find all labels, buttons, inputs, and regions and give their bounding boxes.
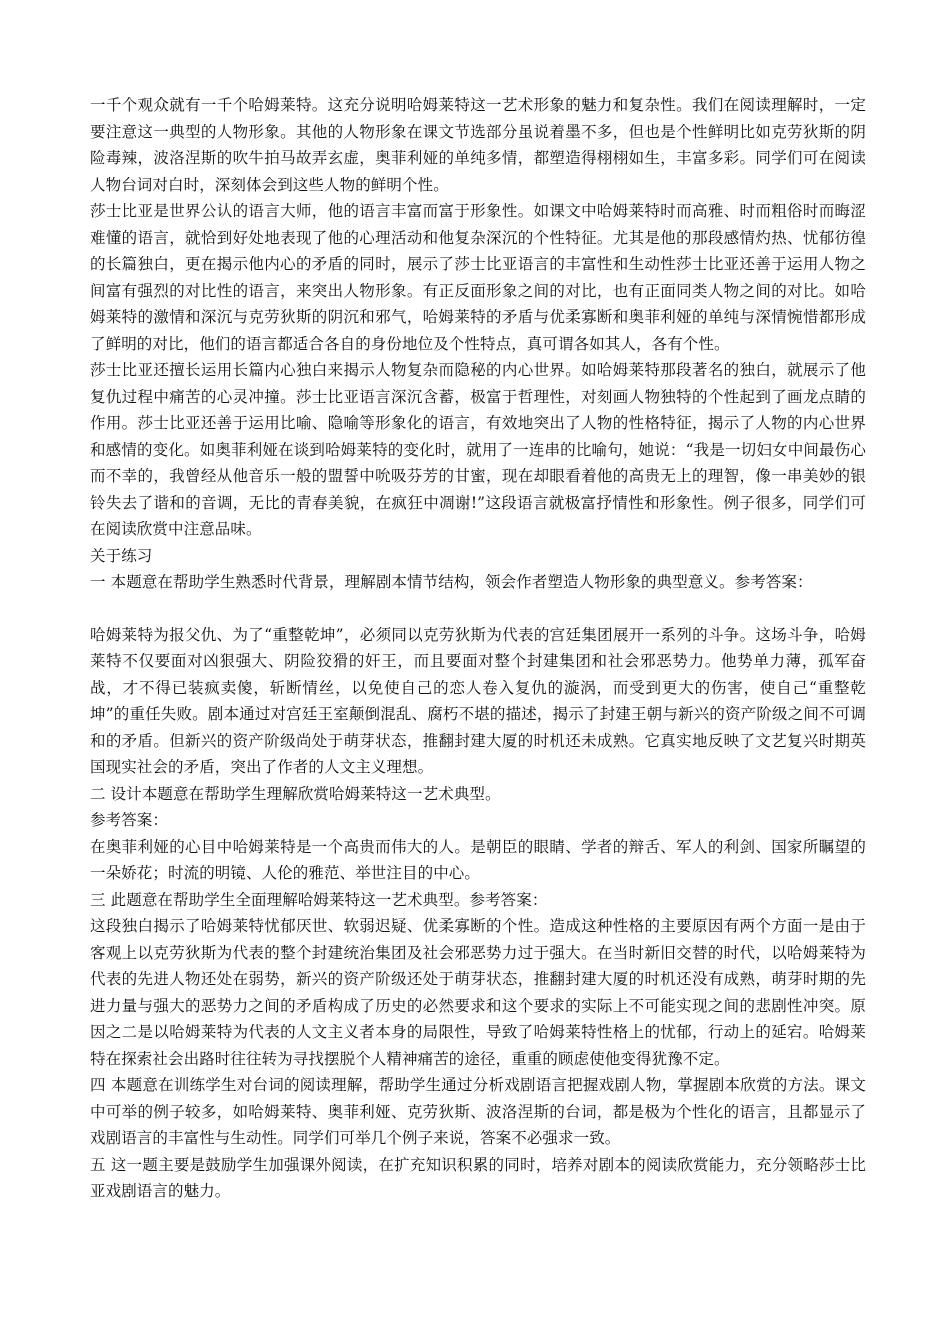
- exercise-2-prompt: 二 设计本题意在帮助学生理解欣赏哈姆莱特这一艺术典型。: [90, 784, 501, 803]
- document-page: [90, 92, 866, 1205]
- exercise-1-prompt: 一 本题意在帮助学生熟悉时代背景，理解剧本情节结构，领会作者塑造人物形象的典型意义。参考答案：: [90, 573, 813, 591]
- exercise-3-prompt: 三 此题意在帮助学生全面理解哈姆莱特这一艺术典型。参考答案：: [90, 890, 548, 909]
- exercise-5: 五 这一题主要是鼓励学生加强课外阅读，在扩充知识积累的同时，培养对剧本的阅读欣赏能力，充分领略莎士比亚戏剧语言的魅力。: [90, 1155, 866, 1200]
- section-heading-exercises: 关于练习: [90, 546, 153, 565]
- paragraph-monologue: 莎士比亚还擅长运用长篇内心独白来揭示人物复杂而隐秘的内心世界。如哈姆莱特那段著名的独白，就展示了他复仇过程中痛苦的心灵冲撞。莎士比亚语言深沉含蓄，极富于哲理性，对刻画人物独特的个性起到了画龙点睛的作用。莎士比亚还善于运用比喻、隐喻等形象化的语言，有效地突出了人物的性格特征，揭示了人物的内心世界和感情的变化。如奥菲利娅在谈到哈姆莱特的变化时，就用了一连串的比喻句，她说：“我是一切妇女中间最伤心而不幸的，我曾经从他音乐一般的盟誓中吮吸芬芳的甘蜜，现在却眼看着他的高贵无上的理智，像一串美妙的银铃失去了谐和的音调，无比的青春美貌，在疯狂中凋谢!”这段语言就极富抒情性和形象性。例子很多，同学们可在阅读欣赏中注意品味。: [90, 361, 866, 538]
- paragraph-language-master: 莎士比亚是世界公认的语言大师，他的语言丰富而富于形象性。如课文中哈姆莱特时而高雅、时而粗俗时而晦涩难懂的语言，就恰到好处地表现了他的心理活动和他复杂深沉的个性特征。尤其是他的那段感情灼热、忧郁彷徨的长篇独白，更在揭示他内心的矛盾的同时，展示了莎士比亚语言的丰富性和生动性莎士比亚还善于运用人物之间富有强烈的对比性的语言，来突出人物形象。有正反面形象之间的对比，也有正面同类人物之间的对比。如哈姆莱特的激情和深沉与克劳狄斯的阴沉和邪气，哈姆莱特的矛盾与优柔寡断和奥菲利娅的单纯与深情惋惜都形成了鲜明的对比，他们的语言都适合各自的身份地位及个性特点，真可谓各如其人，各有个性。: [90, 202, 866, 353]
- exercise-4: 四 本题意在训练学生对台词的阅读理解，帮助学生通过分析戏剧语言把握戏剧人物，掌握剧本欣赏的方法。课文中可举的例子较多，如哈姆莱特、奥菲利娅、克劳狄斯、波洛涅斯的台词，都是极为个性化的语言，且都显示了戏剧语言的丰富性与生动性。同学们可举几个例子来说，答案不必强求一致。: [90, 1076, 866, 1147]
- exercise-2-answer-label: 参考答案：: [90, 811, 169, 829]
- exercise-1-answer: 哈姆莱特为报父仇、为了“重整乾坤”，必须同以克劳狄斯为代表的宫廷集团展开一系列的斗争。这场斗争，哈姆莱特不仅要面对凶狠强大、阴险狡猾的奸王，而且要面对整个封建集团和社会邪恶势力。他势单力薄，孤军奋战，才不得已装疯卖傻，斩断情丝，以免使自己的恋人卷入复仇的漩涡，而受到更大的伤害，使自己“重整乾坤”的重任失败。剧本通过对宫廷王室颠倒混乱、腐朽不堪的描述，揭示了封建王朝与新兴的资产阶级之间不可调和的矛盾。但新兴的资产阶级尚处于萌芽状态，推翻封建大厦的时机还未成熟。它真实地反映了文艺复兴时期英国现实社会的矛盾，突出了作者的人文主义理想。: [90, 625, 866, 776]
- exercise-3-answer: 这段独白揭示了哈姆莱特忧郁厌世、软弱迟疑、优柔寡断的个性。造成这种性格的主要原因有两个方面一是由于客观上以克劳狄斯为代表的整个封建统治集团及社会邪恶势力过于强大。在当时新旧交替的时代，以哈姆莱特为代表的先进人物还处在弱势，新兴的资产阶级还处于萌芽状态，推翻封建大厦的时机还没有成熟，萌芽时期的先进力量与强大的恶势力之间的矛盾构成了历史的必然要求和这个要求的实际上不可能实现之间的悲剧性冲突。原因之二是以哈姆莱特为代表的人文主义者本身的局限性，导致了哈姆莱特性格上的忧郁，行动上的延宕。哈姆莱特在探索社会出路时往往转为寻找摆脱个人精神痛苦的途径，重重的顾虑使他变得犹豫不定。: [90, 917, 866, 1068]
- exercise-2-answer: 在奥菲利娅的心目中哈姆莱特是一个高贵而伟大的人。是朝臣的眼睛、学者的辩舌、军人的利剑、国家所瞩望的一朵娇花；时流的明镜、人伦的雅范、举世注目的中心。: [90, 837, 866, 882]
- paragraph-hamlet-intro: 一千个观众就有一千个哈姆莱特。这充分说明哈姆莱特这一艺术形象的魅力和复杂性。我们在阅读理解时，一定要注意这一典型的人物形象。其他的人物形象在课文节选部分虽说着墨不多，但也是个性鲜明比如克劳狄斯的阴险毒辣，波洛涅斯的吹牛拍马故弄玄虚，奥菲利娅的单纯多情，都塑造得栩栩如生，丰富多彩。同学们可在阅读人物台词对白时，深刻体会到这些人物的鲜明个性。: [90, 96, 866, 194]
